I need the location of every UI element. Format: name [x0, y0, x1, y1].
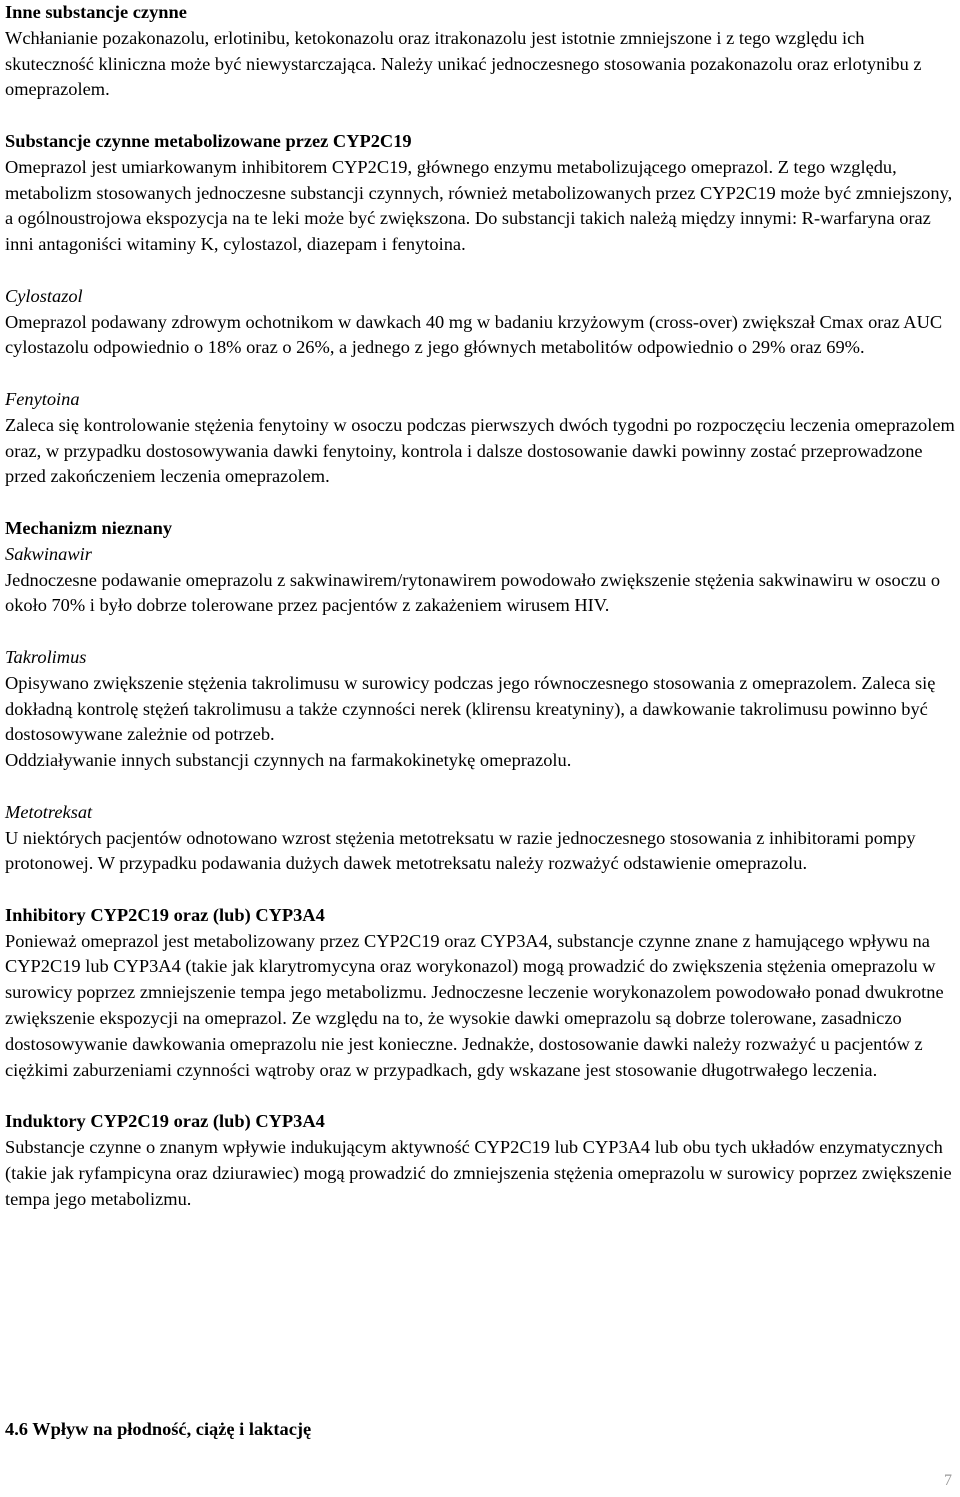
section-subheading: Fenytoina	[5, 388, 80, 409]
paragraph: Wchłanianie pozakonazolu, erlotinibu, ketokonazolu oraz itrakonazolu jest istotnie zmniejszone i z tego względu ich skuteczność kliniczna może być niewystarczająca. Należy unikać jednoczesnego stosowania pozakonazolu oraz erlotynibu z omeprazolem.	[5, 27, 922, 100]
section-subheading: Cylostazol	[5, 285, 83, 306]
paragraph: Oddziaływanie innych substancji czynnych na farmakokinetykę omeprazolu.	[5, 750, 572, 771]
spacer	[5, 619, 955, 645]
section-heading: Substancje czynne metabolizowane przez CYP2C19	[5, 130, 412, 151]
paragraph: Ponieważ omeprazol jest metabolizowany przez CYP2C19 oraz CYP3A4, substancje czynne znane z hamującego wpływu na CYP2C19 lub CYP3A4 (takie jak klarytromycyna oraz worykonazol) mogą prowadzić do zwiększenia stężenia omeprazolu w surowicy poprzez zmniejszenie tempa jego metabolizmu. Jednoczesne leczenie worykonazolem powodowało ponad dwukrotne zwiększenie ekspozycji na omeprazol. Ze względu na to, że wysokie dawki omeprazolu są dobrze tolerowane, zasadniczo dostosowywanie dawkowania omeprazolu nie jest konieczne. Jednakże, dostosowanie dawki należy rozważyć u pacjentów z ciężkimi zaburzeniami czynności wątroby oraz w przypadkach, gdy wskazane jest stosowanie długotrwałego leczenia.	[5, 930, 944, 1080]
paragraph: Substancje czynne o znanym wpływie indukującym aktywność CYP2C19 lub CYP3A4 lub obu tych układów enzymatycznych (takie jak ryfampicyna oraz dziurawiec) mogą prowadzić do zmniejszenia stężenia omeprazolu w surowicy poprzez zwiększenie tempa jego metabolizmu.	[5, 1137, 952, 1209]
document-body	[5, 0, 955, 1212]
spacer	[5, 490, 955, 516]
section-unknown-mechanism	[5, 516, 955, 619]
section-phenytoin	[5, 387, 955, 490]
spacer	[5, 774, 955, 800]
spacer	[5, 258, 955, 284]
paragraph: Zaleca się kontrolowanie stężenia fenytoiny w osoczu podczas pierwszych dwóch tygodni po rozpoczęciu leczenia omeprazolem oraz, w przypadku dostosowywania dawki fenytoiny, kontrola i dalsze dostosowanie dawki powinny zostać przeprowadzone przed zakończeniem leczenia omeprazolem.	[5, 414, 955, 487]
paragraph: U niektórych pacjentów odnotowano wzrost stężenia metotreksatu w razie jednoczesnego stosowania z inhibitorami pompy protonowej. W przypadku podawania dużych dawek metotreksatu należy rozważyć odstawienie omeprazolu.	[5, 827, 916, 874]
section-title: 4.6 Wpływ na płodność, ciążę i laktację	[5, 1419, 312, 1439]
page-number: 7	[944, 1472, 952, 1489]
section-inducers	[5, 1109, 955, 1212]
spacer	[5, 361, 955, 387]
section-inhibitors	[5, 903, 955, 1084]
paragraph: Opisywano zwiększenie stężenia takrolimusu w surowicy podczas jego równoczesnego stosowania z omeprazolem. Zaleca się dokładną kontrolę stężeń takrolimusu a także czynności nerek (klirensu kreatyniny), a dawkowanie takrolimusu powinno być dostosowywane zależnie od potrzeb.	[5, 672, 936, 745]
paragraph: Omeprazol jest umiarkowanym inhibitorem CYP2C19, głównego enzymu metabolizującego omeprazol. Z tego względu, metabolizm stosowanych jednoczesne substancji czynnych, również metabolizowanych przez CYP2C19 może być zmniejszony, a ogólnoustrojowa ekspozycja na te leki może być zwiększona. Do substancji takich należą między innymi: R-warfaryna oraz inni antagoniści witaminy K, cylostazol, diazepam i fenytoina.	[5, 156, 953, 255]
section-other-active-substances	[5, 0, 955, 103]
paragraph: Jednoczesne podawanie omeprazolu z sakwinawirem/rytonawirem powodowało zwiększenie stężenia sakwinawiru w osoczu o około 70% i było dobrze tolerowane przez pacjentów z zakażeniem wirusem HIV.	[5, 569, 941, 616]
section-heading: Inne substancje czynne	[5, 2, 187, 22]
spacer	[5, 103, 955, 129]
section-cyp2c19-substrates	[5, 129, 955, 258]
section-heading: Inhibitory CYP2C19 oraz (lub) CYP3A4	[5, 904, 325, 925]
section-subheading: Metotreksat	[5, 801, 93, 822]
section-heading: Mechanizm nieznany	[5, 517, 173, 538]
spacer	[5, 877, 955, 903]
section-tacrolimus	[5, 645, 955, 774]
spacer	[5, 1083, 955, 1109]
section-subheading: Sakwinawir	[5, 543, 92, 564]
paragraph: Omeprazol podawany zdrowym ochotnikom w dawkach 40 mg w badaniu krzyżowym (cross-over) zwiększał Cmax oraz AUC cylostazolu odpowiednio o 18% oraz o 26%, a jednego z jego głównych metabolitów odpowiednio o 29% oraz 69%.	[5, 311, 943, 358]
section-heading: Induktory CYP2C19 oraz (lub) CYP3A4	[5, 1111, 325, 1132]
section-cilostazol	[5, 284, 955, 361]
section-methotrexate	[5, 800, 955, 877]
section-subheading: Takrolimus	[5, 646, 87, 667]
